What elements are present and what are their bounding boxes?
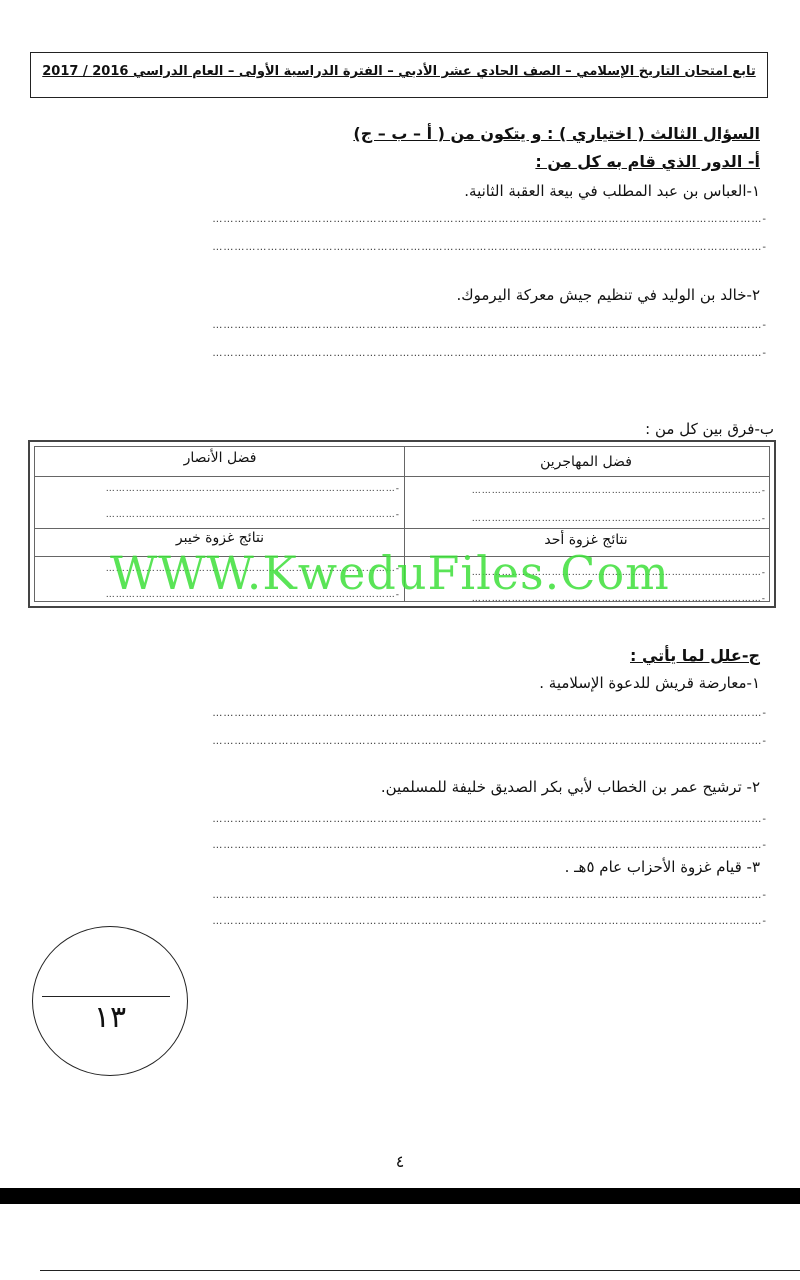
score-divider <box>42 996 170 997</box>
next-page-border <box>40 1270 800 1271</box>
answer-line[interactable] <box>52 348 767 360</box>
table-header-uhud: نتائج غزوة أحد <box>544 532 628 548</box>
page-separator-band <box>0 1188 800 1204</box>
section-b-title: ب-فرق بين كل من : <box>645 420 774 438</box>
table-answer-line[interactable] <box>418 486 766 498</box>
answer-line[interactable] <box>52 814 767 826</box>
question-title: السؤال الثالث ( اختياري ) : و يتكون من ( أ – ب – ج) <box>353 124 760 143</box>
table-answer-line[interactable] <box>418 514 766 526</box>
table-row-divider <box>34 476 770 477</box>
section-c-item-2: ٢- ترشيح عمر بن الخطاب لأبي بكر الصديق خليفة للمسلمين. <box>380 778 760 796</box>
answer-line[interactable] <box>52 320 767 332</box>
section-a-item-1: ١-العباس بن عبد المطلب في بيعة العقبة الثانية. <box>464 182 760 200</box>
answer-line[interactable] <box>52 214 767 226</box>
section-c-item-1: ١-معارضة قريش للدعوة الإسلامية . <box>539 674 760 692</box>
table-row-divider <box>34 528 770 529</box>
answer-line[interactable] <box>52 840 767 852</box>
answer-line[interactable] <box>52 916 767 928</box>
table-header-ansar: فضل الأنصار <box>183 450 257 466</box>
table-header-khaybar: نتائج غزوة خيبر <box>175 530 265 546</box>
table-answer-line[interactable] <box>46 510 400 522</box>
section-a-title: أ- الدور الذي قام به كل من : <box>535 152 760 171</box>
table-header-muhajirin: فضل المهاجرين <box>540 454 632 470</box>
answer-line[interactable] <box>52 736 767 748</box>
table-answer-line[interactable] <box>46 484 400 496</box>
answer-line[interactable] <box>52 708 767 720</box>
section-c-item-3: ٣- قيام غزوة الأحزاب عام ٥هـ . <box>564 858 760 876</box>
section-a-item-2: ٢-خالد بن الوليد في تنظيم جيش معركة اليرموك. <box>456 286 760 304</box>
answer-line[interactable] <box>52 242 767 254</box>
page-number: ٤ <box>395 1152 405 1171</box>
section-c-title: ج-علل لما يأتي : <box>630 646 760 665</box>
exam-header-title: تابع امتحان التاريخ الإسلامي – الصف الحادي عشر الأدبي – الفترة الدراسية الأولى – العام الدراسي 2016 / 2017 <box>42 64 756 79</box>
score-value: ١٣ <box>93 1000 127 1035</box>
site-watermark: WWW.KweduFiles.Com <box>110 546 670 600</box>
answer-line[interactable] <box>52 890 767 902</box>
